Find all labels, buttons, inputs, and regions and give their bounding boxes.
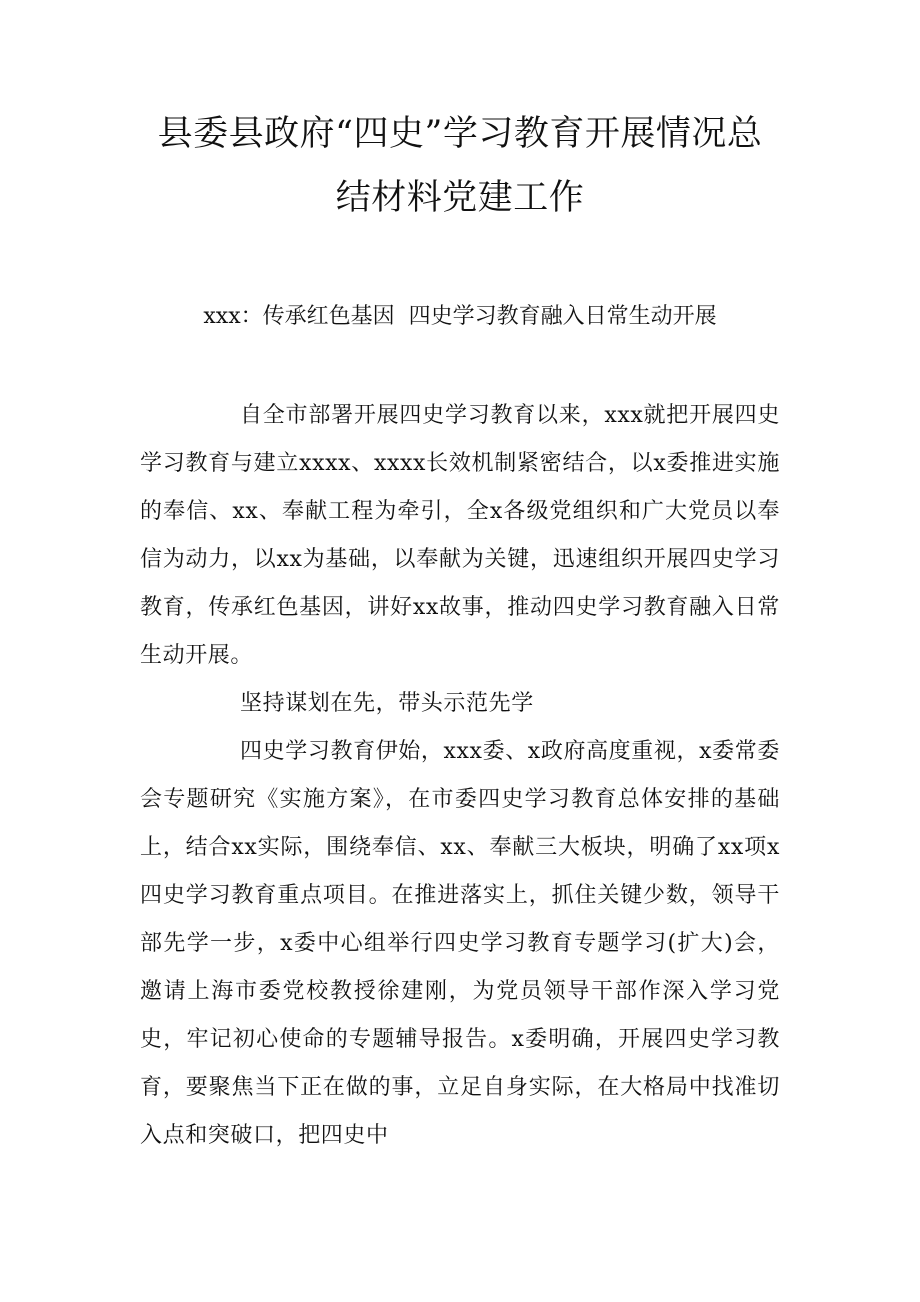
body-paragraph: 四史学习教育伊始，xxx委、x政府高度重视，x委常委会专题研究《实施方案》，在市委四史学习教育总体安排的基础上，结合xx实际，围绕奉信、xx、奉献三大板块，明确了xx项x四史学习教育重点项目。在推进落实上，抓住关键少数，领导干部先学一步，x委中心组举行四史学习教育专题学习(扩大)会，邀请上海市委党校教授徐建刚，为党员领导干部作深入学习党史，牢记初心使命的专题辅导报告。x委明确，开展四史学习教育，要聚焦当下正在做的事，立足自身实际，在大格局中找准切入点和突破口，把四史中: [140, 739, 780, 1148]
document-body: [140, 392, 780, 1160]
document-title: 县委县政府“四史”学习教育开展情况总结材料党建工作: [157, 114, 763, 218]
body-paragraph: 自全市部署开展四史学习教育以来，xxx就把开展四史学习教育与建立xxxx、xxxx长效机制紧密结合，以x委推进实施的奉信、xx、奉献工程为牵引，全x各级党组织和广大党员以奉信为动力，以xx为基础，以奉献为关键，迅速组织开展四史学习教育，传承红色基因，讲好xx故事，推动四史学习教育融入日常生动开展。: [140, 403, 780, 668]
section-heading: 坚持谋划在先，带头示范先学: [240, 691, 534, 716]
document-subtitle: xxx：传承红色基因 四史学习教育融入日常生动开展: [203, 304, 717, 329]
